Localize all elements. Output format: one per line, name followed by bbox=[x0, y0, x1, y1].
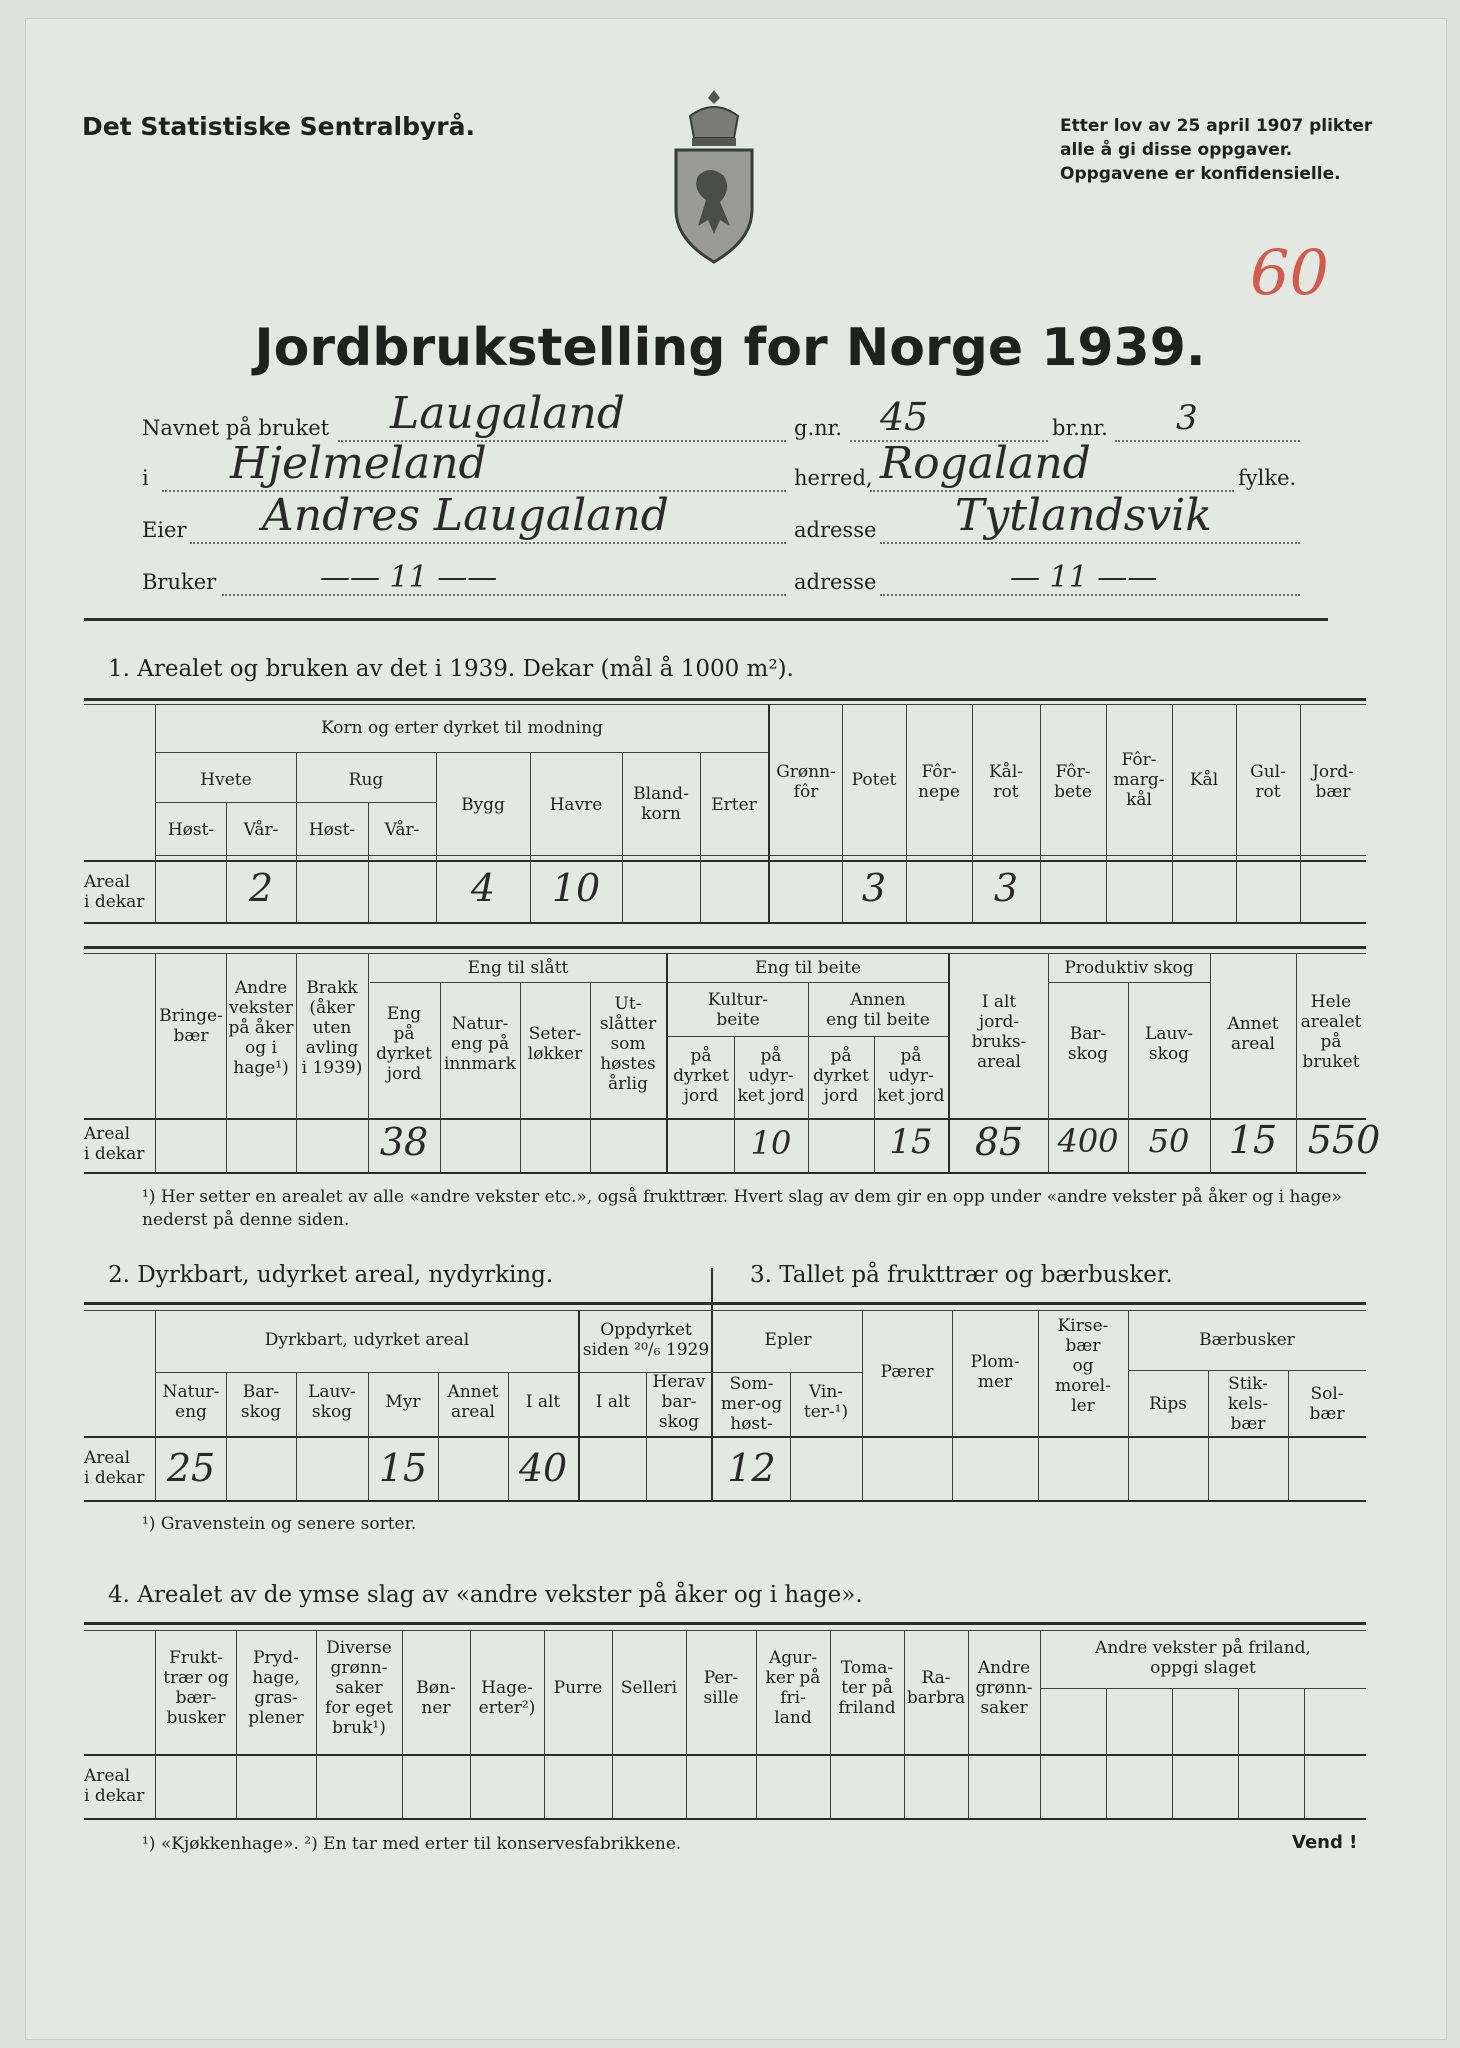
brnr-label: br.nr. bbox=[1052, 416, 1108, 440]
red-sheet-number: 60 bbox=[1250, 236, 1329, 309]
eng-til-beite-header: Eng til beite bbox=[754, 958, 862, 978]
rabarbra-header: Ra- barbra bbox=[906, 1668, 966, 1708]
prydhage-header: Pryd- hage, gras- plener bbox=[248, 1648, 304, 1728]
kal-header: Kål bbox=[1189, 770, 1219, 790]
adresse1-label: adresse bbox=[794, 518, 877, 542]
fylke-label: fylke. bbox=[1238, 466, 1297, 490]
eier-value[interactable]: Andres Laugaland bbox=[262, 490, 669, 541]
s2-naturng-value[interactable]: 25 bbox=[166, 1446, 216, 1490]
frukttraer-header: Frukt- trær og bær- busker bbox=[163, 1648, 229, 1728]
annet-areal-value[interactable]: 15 bbox=[1228, 1118, 1278, 1162]
s2-herav-barskog-header: Herav bar- skog bbox=[652, 1372, 706, 1432]
hvete-host-header: Høst- bbox=[167, 820, 215, 840]
law-notice bbox=[1060, 114, 1372, 186]
hele-arealet-value[interactable]: 550 bbox=[1307, 1118, 1381, 1162]
vend-label: Vend ! bbox=[1292, 1832, 1358, 1853]
gnr-value[interactable]: 45 bbox=[880, 395, 929, 439]
epler-header: Epler bbox=[764, 1330, 812, 1350]
hvete-var-value[interactable]: 2 bbox=[248, 866, 274, 910]
section3-heading: 3. Tallet på frukttrær og bærbusker. bbox=[750, 1262, 1173, 1288]
kultur-dyrket-header: på dyrket jord bbox=[673, 1046, 729, 1106]
rug-header: Rug bbox=[348, 770, 384, 790]
plommer-header: Plom- mer bbox=[970, 1352, 1020, 1392]
navnet-value[interactable]: Laugaland bbox=[390, 388, 625, 439]
section2-heading: 2. Dyrkbart, udyrket areal, nydyrking. bbox=[108, 1262, 554, 1288]
selleri-header: Selleri bbox=[620, 1678, 678, 1698]
dyrkbart-group-header: Dyrkbart, udyrket areal bbox=[264, 1330, 470, 1350]
herred-label: herred, bbox=[794, 466, 873, 490]
table-2-row-label: Areal i dekar bbox=[84, 1448, 145, 1488]
bringebaer-header: Bringe- bær bbox=[159, 1006, 223, 1046]
gronnfor-header: Grønn- fôr bbox=[776, 762, 836, 802]
table-4-row-label: Areal i dekar bbox=[84, 1766, 145, 1806]
kirsebaer-header: Kirse- bær og morel- ler bbox=[1055, 1316, 1111, 1416]
kalrot-value[interactable]: 3 bbox=[993, 866, 1019, 910]
i-label: i bbox=[142, 466, 149, 490]
annen-dyrket-header: på dyrket jord bbox=[813, 1046, 869, 1106]
kultur-udyrket-value[interactable]: 10 bbox=[750, 1124, 792, 1162]
produktiv-skog-header: Produktiv skog bbox=[1064, 958, 1194, 978]
kultur-udyrket-header: på udyr- ket jord bbox=[737, 1046, 805, 1106]
seterlokker-header: Seter- løkker bbox=[527, 1024, 583, 1064]
i-alt-jordbruksareal-header: I alt jord- bruks- areal bbox=[971, 992, 1027, 1072]
s2-annet-header: Annet areal bbox=[447, 1382, 499, 1422]
s2-barskog-header: Bar- skog bbox=[240, 1382, 282, 1422]
diverse-gronnsaker-header: Diverse grønn- saker for eget bruk¹) bbox=[325, 1638, 393, 1738]
bruker-value[interactable]: —— 11 —— bbox=[320, 560, 498, 595]
adresse1-value[interactable]: Tytlandsvik bbox=[955, 490, 1212, 541]
lauvskog-header: Lauv- skog bbox=[1145, 1024, 1193, 1064]
annen-udyrket-header: på udyr- ket jord bbox=[877, 1046, 945, 1106]
law-notice-line-1: Etter lov av 25 april 1907 plikter bbox=[1060, 116, 1373, 136]
section4-footnote: ¹) «Kjøkkenhage». ²) En tar med erter til konservesfabrikkene. bbox=[142, 1834, 682, 1854]
brakk-header: Brakk (åker uten avling i 1939) bbox=[301, 978, 363, 1078]
s2-i-alt-header: I alt bbox=[525, 1392, 561, 1412]
law-notice-line-3: Oppgavene er konfidensielle. bbox=[1060, 164, 1341, 184]
potet-header: Potet bbox=[851, 770, 897, 790]
kulturbeite-header: Kultur- beite bbox=[707, 990, 769, 1030]
utslatter-header: Ut- slåtter som høstes årlig bbox=[599, 994, 657, 1094]
rug-host-header: Høst- bbox=[308, 820, 356, 840]
lauvskog-value[interactable]: 50 bbox=[1148, 1122, 1190, 1160]
section2-footnote: ¹) Gravenstein og senere sorter. bbox=[142, 1514, 417, 1534]
tomater-header: Toma- ter på friland bbox=[838, 1658, 896, 1718]
barskog-value[interactable]: 400 bbox=[1057, 1122, 1119, 1160]
hvete-var-header: Vår- bbox=[243, 820, 279, 840]
municipality-value[interactable]: Hjelmeland bbox=[230, 438, 487, 489]
table-a-row-label: Areal i dekar bbox=[84, 872, 145, 912]
bygg-header: Bygg bbox=[461, 795, 505, 815]
form-title: Jordbrukstelling for Norge 1939. bbox=[254, 318, 1206, 378]
navnet-label: Navnet på bruket bbox=[142, 416, 330, 440]
agency-name: Det Statistiske Sentralbyrå. bbox=[82, 112, 475, 141]
s2-myr-value[interactable]: 15 bbox=[378, 1446, 428, 1490]
rug-var-header: Vår- bbox=[384, 820, 420, 840]
andre-vekster-friland-header: Andre vekster på friland, oppgi slaget bbox=[1095, 1638, 1311, 1678]
barskog-header: Bar- skog bbox=[1067, 1024, 1109, 1064]
solbaer-header: Sol- bær bbox=[1309, 1384, 1345, 1424]
s2-naturng-header: Natur- eng bbox=[162, 1382, 220, 1422]
section1-heading: 1. Arealet og bruken av det i 1939. Dekar (mål å 1000 m²). bbox=[108, 656, 794, 682]
havre-value[interactable]: 10 bbox=[551, 866, 601, 910]
hvete-header: Hvete bbox=[200, 770, 252, 790]
potet-value[interactable]: 3 bbox=[861, 866, 887, 910]
eng-til-slatt-header: Eng til slått bbox=[467, 958, 569, 978]
purre-header: Purre bbox=[553, 1678, 603, 1698]
korn-group-header: Korn og erter dyrket til modning bbox=[321, 718, 603, 738]
i-alt-value[interactable]: 85 bbox=[974, 1120, 1024, 1164]
stikkelsbaer-header: Stik- kels- bær bbox=[1227, 1374, 1269, 1434]
hele-arealet-header: Hele arealet på bruket bbox=[1300, 992, 1362, 1072]
county-value[interactable]: Rogaland bbox=[880, 438, 1091, 489]
section1-footnote: ¹) Her setter en arealet av alle «andre vekster etc.», også frukttrær. Hvert slag av dem gir en opp under «andre vekster på åker og i hage» nederst på denne siden. bbox=[142, 1187, 1342, 1230]
oppdyrket-header: Oppdyrket siden ²⁰/₆ 1929 bbox=[582, 1320, 710, 1360]
kalrot-header: Kål- rot bbox=[988, 762, 1024, 802]
eng-pa-dyrket-header: Eng på dyrket jord bbox=[376, 1004, 432, 1084]
blandkorn-header: Bland- korn bbox=[633, 784, 689, 824]
annet-areal-header: Annet areal bbox=[1227, 1014, 1279, 1054]
gnr-label: g.nr. bbox=[794, 416, 843, 440]
formargkal-header: Fôr- marg- kål bbox=[1113, 750, 1165, 810]
s2-myr-header: Myr bbox=[385, 1392, 421, 1412]
gulrot-header: Gul- rot bbox=[1250, 762, 1286, 802]
epler-sommer-header: Som- mer-og høst- bbox=[720, 1374, 783, 1434]
havre-header: Havre bbox=[549, 795, 603, 815]
erter-header: Erter bbox=[711, 795, 757, 815]
andre-gronnsaker-header: Andre grønn- saker bbox=[975, 1658, 1033, 1718]
law-notice-line-2: alle å gi disse oppgaver. bbox=[1060, 140, 1293, 160]
jordbaer-header: Jord- bær bbox=[1312, 762, 1354, 802]
table-b-row-label: Areal i dekar bbox=[84, 1124, 145, 1164]
hageerter-header: Hage- erter²) bbox=[478, 1678, 536, 1718]
brnr-value[interactable]: 3 bbox=[1176, 398, 1198, 438]
eng-dyrket-value[interactable]: 38 bbox=[379, 1120, 429, 1164]
andre-vekster-header: Andre vekster på åker og i hage¹) bbox=[228, 978, 294, 1078]
paerer-header: Pærer bbox=[880, 1362, 934, 1382]
s2-lauvskog-header: Lauv- skog bbox=[308, 1382, 356, 1422]
agurker-header: Agur- ker på fri- land bbox=[765, 1648, 821, 1728]
adresse2-value[interactable]: — 11 —— bbox=[1010, 560, 1158, 595]
forbete-header: Fôr- bete bbox=[1054, 762, 1092, 802]
epler-sommer-value[interactable]: 12 bbox=[727, 1446, 776, 1490]
rips-header: Rips bbox=[1149, 1394, 1187, 1414]
bygg-value[interactable]: 4 bbox=[470, 866, 496, 910]
persille-header: Per- sille bbox=[703, 1668, 739, 1708]
baerbusker-header: Bærbusker bbox=[1199, 1330, 1295, 1350]
epler-vinter-header: Vin- ter-¹) bbox=[803, 1382, 849, 1422]
annen-udyrket-value[interactable]: 15 bbox=[889, 1122, 933, 1162]
section4-heading: 4. Arealet av de ymse slag av «andre vekster på åker og i hage». bbox=[108, 1582, 863, 1608]
annen-eng-header: Annen eng til beite bbox=[826, 990, 930, 1030]
bruker-label: Bruker bbox=[142, 570, 217, 594]
s2-i-alt-value[interactable]: 40 bbox=[518, 1446, 568, 1490]
bonner-header: Bøn- ner bbox=[416, 1678, 456, 1718]
naturng-innmark-header: Natur- eng på innmark bbox=[443, 1014, 517, 1074]
fornepe-header: Fôr- nepe bbox=[918, 762, 960, 802]
eier-label: Eier bbox=[142, 518, 187, 542]
coat-of-arms-icon bbox=[668, 86, 760, 266]
adresse2-label: adresse bbox=[794, 570, 877, 594]
s2-oppdyrket-i-alt-header: I alt bbox=[595, 1392, 631, 1412]
